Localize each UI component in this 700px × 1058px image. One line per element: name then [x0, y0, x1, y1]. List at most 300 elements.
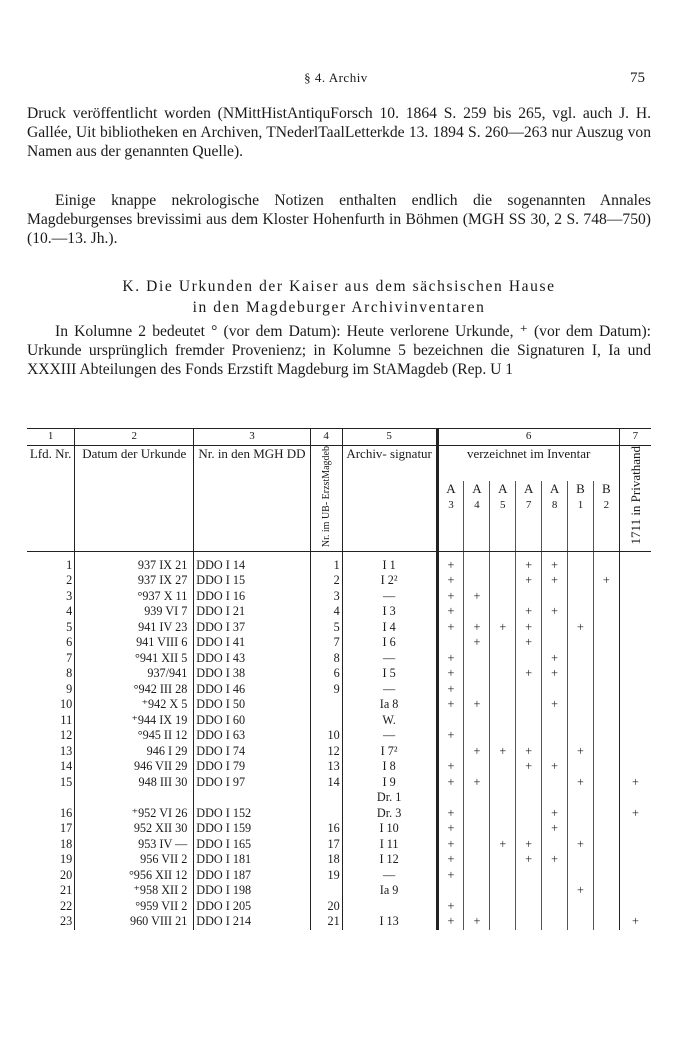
- cell-inventory-mark: [516, 914, 542, 930]
- cell-nr: 17: [27, 821, 75, 837]
- cell-datum: ⁺942 X 5: [75, 697, 194, 713]
- cell-nr: 9: [27, 682, 75, 698]
- cell-inventory-mark: +: [437, 914, 464, 930]
- cell-inventory-mark: [437, 744, 464, 760]
- cell-signatur: [342, 914, 437, 930]
- cell-inventory-mark: [593, 620, 619, 636]
- cell-datum: ⁺958 XII 2: [75, 883, 194, 899]
- signatur-text: Dr. 3: [376, 805, 402, 820]
- table-row: [27, 697, 651, 713]
- cell-privathand: [619, 852, 651, 868]
- cell-inventory-mark: [516, 728, 542, 744]
- sub-number: 8: [551, 498, 558, 511]
- cell-ub: 6: [310, 666, 342, 682]
- cell-inventory-mark: [593, 589, 619, 605]
- cell-nr: 11: [27, 713, 75, 729]
- cell-mgh: DDO I 159: [194, 821, 310, 837]
- cell-inventory-mark: +: [437, 806, 464, 822]
- sub-number: 3: [448, 498, 454, 511]
- signatur-text: I 13: [379, 914, 399, 929]
- cell-inventory-mark: [516, 713, 542, 729]
- cell-nr: 22: [27, 899, 75, 915]
- cell-datum: 941 VIII 6: [75, 635, 194, 651]
- cell-ub: [310, 713, 342, 729]
- cell-mgh: DDO I 97: [194, 775, 310, 806]
- signatur-text: I 3: [382, 604, 396, 619]
- cell-datum: 937 IX 21: [75, 551, 194, 573]
- cell-inventory-mark: [542, 837, 568, 853]
- signatur-text: Ia 9: [379, 883, 399, 898]
- cell-ub: 7: [310, 635, 342, 651]
- cell-privathand: [619, 821, 651, 837]
- table-row: [27, 589, 651, 605]
- inventory-col: [490, 481, 516, 551]
- cell-mgh: DDO I 198: [194, 883, 310, 899]
- inventory-col: [464, 481, 490, 551]
- cell-privathand: +: [631, 805, 639, 820]
- cell-signatur: [342, 651, 437, 667]
- sub-letter: A: [446, 480, 456, 496]
- cell-privathand: [619, 759, 651, 775]
- cell-inventory-mark: +: [568, 837, 594, 853]
- header-ub: [310, 445, 342, 551]
- cell-inventory-mark: [593, 899, 619, 915]
- cell-privathand: [619, 868, 651, 884]
- cell-nr: 21: [27, 883, 75, 899]
- cell-inventory-mark: [464, 883, 490, 899]
- cell-inventory-mark: +: [568, 775, 594, 806]
- cell-mgh: DDO I 74: [194, 744, 310, 760]
- cell-inventory-mark: [490, 806, 516, 822]
- table-row: [27, 744, 651, 760]
- cell-ub: 17: [310, 837, 342, 853]
- table-row: [27, 682, 651, 698]
- cell-privathand: [619, 883, 651, 899]
- signatur-text: I 1: [382, 557, 396, 572]
- cell-inventory-mark: [490, 868, 516, 884]
- cell-privathand: [619, 837, 651, 853]
- cell-mgh: DDO I 63: [194, 728, 310, 744]
- cell-inventory-mark: +: [516, 666, 542, 682]
- cell-inventory-mark: +: [464, 914, 490, 930]
- cell-mgh: DDO I 181: [194, 852, 310, 868]
- column-label-row: [27, 445, 651, 481]
- cell-privathand: [619, 666, 651, 682]
- cell-datum: 937 IX 27: [75, 573, 194, 589]
- cell-datum: 946 I 29: [75, 744, 194, 760]
- cell-inventory-mark: [593, 651, 619, 667]
- header-lfd: Lfd. Nr.: [27, 445, 75, 551]
- cell-nr: 12: [27, 728, 75, 744]
- cell-inventory-mark: [516, 651, 542, 667]
- cell-signatur: [342, 713, 437, 729]
- cell-privathand: [619, 573, 651, 589]
- cell-inventory-mark: [516, 775, 542, 806]
- cell-inventory-mark: +: [568, 620, 594, 636]
- header-mgh: Nr. in den MGH DD: [194, 445, 310, 551]
- table-row: [27, 551, 651, 573]
- table-row: [27, 620, 651, 636]
- sub-letter: B: [602, 480, 611, 496]
- cell-signatur: [342, 744, 437, 760]
- cell-inventory-mark: [593, 914, 619, 930]
- cell-signatur: [342, 666, 437, 682]
- cell-ub: 12: [310, 744, 342, 760]
- cell-ub: 2: [310, 573, 342, 589]
- cell-inventory-mark: [490, 899, 516, 915]
- cell-signatur: [342, 775, 437, 806]
- cell-inventory-mark: [593, 852, 619, 868]
- cell-inventory-mark: [490, 604, 516, 620]
- cell-inventory-mark: +: [437, 682, 464, 698]
- cell-privathand: [619, 551, 651, 573]
- cell-ub: 4: [310, 604, 342, 620]
- inventory-col: [516, 481, 542, 551]
- cell-inventory-mark: [490, 682, 516, 698]
- cell-privathand: [619, 713, 651, 729]
- cell-inventory-mark: [464, 852, 490, 868]
- table-row: [27, 635, 651, 651]
- cell-nr: 19: [27, 852, 75, 868]
- cell-inventory-mark: [490, 551, 516, 573]
- cell-datum: 948 III 30: [75, 775, 194, 806]
- signatur-text: I 4: [382, 619, 396, 634]
- cell-datum: 939 VI 7: [75, 604, 194, 620]
- cell-inventory-mark: +: [464, 775, 490, 806]
- cell-datum: °945 II 12: [75, 728, 194, 744]
- sub-letter: A: [472, 480, 482, 496]
- cell-inventory-mark: [568, 852, 594, 868]
- cell-inventory-mark: [464, 713, 490, 729]
- cell-inventory-mark: [593, 806, 619, 822]
- signatur-text: I 7²: [380, 743, 398, 758]
- cell-signatur: [342, 620, 437, 636]
- cell-inventory-mark: [593, 775, 619, 806]
- cell-inventory-mark: [516, 806, 542, 822]
- cell-mgh: DDO I 46: [194, 682, 310, 698]
- cell-inventory-mark: [516, 899, 542, 915]
- cell-inventory-mark: [437, 635, 464, 651]
- cell-inventory-mark: [464, 573, 490, 589]
- cell-inventory-mark: [568, 573, 594, 589]
- cell-inventory-mark: [464, 551, 490, 573]
- cell-inventory-mark: [568, 666, 594, 682]
- cell-datum: 937/941: [75, 666, 194, 682]
- cell-mgh: DDO I 14: [194, 551, 310, 573]
- cell-inventory-mark: [568, 868, 594, 884]
- cell-inventory-mark: +: [542, 697, 568, 713]
- cell-inventory-mark: [490, 775, 516, 806]
- table-row: [27, 573, 651, 589]
- cell-signatur: [342, 682, 437, 698]
- cell-inventory-mark: +: [542, 806, 568, 822]
- cell-inventory-mark: [437, 883, 464, 899]
- table-body: [27, 551, 651, 930]
- cell-inventory-mark: [490, 759, 516, 775]
- signatur-text: W.: [382, 712, 396, 727]
- cell-inventory-mark: [542, 775, 568, 806]
- cell-inventory-mark: [542, 868, 568, 884]
- sub-letter: A: [549, 480, 560, 496]
- cell-inventory-mark: [464, 604, 490, 620]
- cell-inventory-mark: +: [490, 620, 516, 636]
- cell-inventory-mark: [568, 589, 594, 605]
- cell-inventory-mark: [516, 682, 542, 698]
- cell-nr: 18: [27, 837, 75, 853]
- cell-datum: 956 VII 2: [75, 852, 194, 868]
- cell-inventory-mark: [568, 759, 594, 775]
- cell-inventory-mark: +: [568, 744, 594, 760]
- header-verzeichnet: verzeichnet im Inventar: [437, 445, 619, 481]
- cell-nr: 7: [27, 651, 75, 667]
- sub-letter: A: [498, 480, 508, 496]
- cell-signatur: [342, 604, 437, 620]
- cell-nr: 14: [27, 759, 75, 775]
- cell-inventory-mark: +: [464, 697, 490, 713]
- signatur-text: I 8: [382, 759, 396, 774]
- cell-inventory-mark: +: [437, 759, 464, 775]
- cell-inventory-mark: [568, 806, 594, 822]
- cell-inventory-mark: [464, 806, 490, 822]
- cell-ub: 3: [310, 589, 342, 605]
- cell-inventory-mark: +: [490, 837, 516, 853]
- cell-mgh: DDO I 187: [194, 868, 310, 884]
- col-number: 4: [310, 429, 342, 446]
- cell-inventory-mark: +: [516, 759, 542, 775]
- cell-inventory-mark: [490, 852, 516, 868]
- cell-inventory-mark: [542, 713, 568, 729]
- cell-inventory-mark: [490, 651, 516, 667]
- cell-nr: 2: [27, 573, 75, 589]
- inventory-col: [568, 481, 594, 551]
- table-row: [27, 728, 651, 744]
- cell-signatur: [342, 635, 437, 651]
- cell-inventory-mark: [542, 728, 568, 744]
- cell-signatur: [342, 852, 437, 868]
- signatur-text: —: [383, 650, 396, 665]
- cell-inventory-mark: [568, 651, 594, 667]
- cell-ub: [310, 697, 342, 713]
- cell-privathand: [619, 635, 651, 651]
- column-number-row: [27, 429, 651, 446]
- cell-signatur: [342, 883, 437, 899]
- cell-inventory-mark: +: [437, 775, 464, 806]
- cell-datum: °937 X 11: [75, 589, 194, 605]
- cell-ub: 21: [310, 914, 342, 930]
- cell-inventory-mark: +: [516, 837, 542, 853]
- cell-signatur: [342, 589, 437, 605]
- cell-inventory-mark: +: [437, 728, 464, 744]
- cell-inventory-mark: [490, 821, 516, 837]
- cell-inventory-mark: [593, 837, 619, 853]
- cell-ub: 18: [310, 852, 342, 868]
- cell-inventory-mark: +: [437, 620, 464, 636]
- cell-inventory-mark: +: [568, 883, 594, 899]
- inventory-col: [542, 481, 568, 551]
- cell-inventory-mark: +: [542, 759, 568, 775]
- cell-privathand: [619, 728, 651, 744]
- cell-inventory-mark: +: [516, 620, 542, 636]
- table-row: [27, 914, 651, 930]
- cell-nr: 13: [27, 744, 75, 760]
- cell-inventory-mark: [593, 697, 619, 713]
- cell-inventory-mark: +: [516, 635, 542, 651]
- table-row: [27, 852, 651, 868]
- col-number: 3: [194, 429, 310, 446]
- table-row: [27, 604, 651, 620]
- cell-inventory-mark: [542, 744, 568, 760]
- cell-ub: 19: [310, 868, 342, 884]
- cell-mgh: DDO I 21: [194, 604, 310, 620]
- cell-privathand: [619, 899, 651, 915]
- signatur-text: —: [383, 588, 396, 603]
- signatur-text: I 2²: [380, 573, 398, 588]
- cell-inventory-mark: [568, 713, 594, 729]
- cell-inventory-mark: [516, 883, 542, 899]
- cell-inventory-mark: [593, 713, 619, 729]
- table-row: [27, 759, 651, 775]
- cell-inventory-mark: +: [437, 852, 464, 868]
- cell-ub: 14: [310, 775, 342, 806]
- cell-datum: °956 XII 12: [75, 868, 194, 884]
- table-row: [27, 883, 651, 899]
- cell-inventory-mark: [568, 914, 594, 930]
- running-header: [27, 70, 645, 90]
- cell-inventory-mark: [542, 589, 568, 605]
- paragraph-1: Druck veröffentlicht worden (NMittHistAntiquForsch 10. 1864 S. 259 bis 265, vgl. auch J. H. Gallée, Uit bibliotheken en Archiven, TNederlTaalLetterkde 13. 1894 S. 260—263 nur Auszug von Namen aus der genannten Quelle).: [27, 105, 651, 160]
- signatur-text: I 6: [382, 635, 396, 650]
- signatur-text: I 11: [379, 836, 399, 851]
- cell-inventory-mark: [516, 589, 542, 605]
- cell-mgh: DDO I 37: [194, 620, 310, 636]
- cell-inventory-mark: +: [437, 666, 464, 682]
- cell-ub: 16: [310, 821, 342, 837]
- table-row: [27, 821, 651, 837]
- cell-inventory-mark: [593, 635, 619, 651]
- cell-inventory-mark: [542, 899, 568, 915]
- col-number: 2: [75, 429, 194, 446]
- cell-inventory-mark: [490, 728, 516, 744]
- signatur-text: Ia 8: [379, 697, 399, 712]
- cell-ub: 1: [310, 551, 342, 573]
- signatur-text: I 5: [382, 666, 396, 681]
- cell-privathand: [619, 744, 651, 760]
- cell-datum: 953 IV —: [75, 837, 194, 853]
- header-privat: [619, 445, 651, 551]
- table-row: [27, 837, 651, 853]
- col-number: 6: [437, 429, 619, 446]
- cell-mgh: DDO I 79: [194, 759, 310, 775]
- signatur-text: —: [383, 681, 396, 696]
- sub-letter: B: [576, 480, 585, 496]
- cell-privathand: [619, 697, 651, 713]
- cell-inventory-mark: [568, 604, 594, 620]
- header-datum: Datum der Urkunde: [75, 445, 194, 551]
- cell-inventory-mark: [593, 682, 619, 698]
- paragraph-2: Einige knappe nekrologische Notizen enthalten endlich die sogenannten Annales Magdeburgenses brevissimi aus dem Kloster Hohenfurth in Böhmen (MGH SS 30, 2 S. 748—750) (10.—13. Jh.).: [27, 192, 651, 247]
- cell-datum: 946 VII 29: [75, 759, 194, 775]
- cell-privathand: +: [631, 914, 639, 929]
- cell-inventory-mark: [593, 728, 619, 744]
- cell-mgh: DDO I 15: [194, 573, 310, 589]
- cell-inventory-mark: [490, 713, 516, 729]
- cell-inventory-mark: [568, 728, 594, 744]
- sub-letter: A: [523, 480, 534, 496]
- cell-inventory-mark: [437, 713, 464, 729]
- cell-inventory-mark: [593, 551, 619, 573]
- cell-inventory-mark: +: [593, 573, 619, 589]
- sub-number: 4: [474, 498, 480, 511]
- cell-mgh: DDO I 43: [194, 651, 310, 667]
- cell-inventory-mark: [593, 604, 619, 620]
- cell-privathand: [619, 651, 651, 667]
- cell-ub: 5: [310, 620, 342, 636]
- cell-inventory-mark: +: [542, 551, 568, 573]
- cell-inventory-mark: +: [516, 573, 542, 589]
- cell-inventory-mark: [464, 651, 490, 667]
- section-title: § 4. Archiv: [304, 70, 368, 85]
- cell-inventory-mark: [490, 697, 516, 713]
- cell-nr: 15: [27, 775, 75, 806]
- sub-number: 1: [577, 498, 584, 511]
- table-row: [27, 899, 651, 915]
- cell-inventory-mark: [593, 666, 619, 682]
- cell-inventory-mark: [464, 759, 490, 775]
- header-privat-text: 1711 in Privathand: [627, 445, 643, 544]
- cell-signatur: [342, 868, 437, 884]
- cell-inventory-mark: +: [542, 604, 568, 620]
- cell-signatur: [342, 573, 437, 589]
- cell-inventory-mark: +: [464, 589, 490, 605]
- cell-inventory-mark: [516, 821, 542, 837]
- cell-inventory-mark: [593, 759, 619, 775]
- table-row: [27, 775, 651, 806]
- signatur-text: —: [383, 728, 396, 743]
- cell-inventory-mark: [542, 883, 568, 899]
- header-ub-text: Nr. im UB- ErzstMagdeb: [320, 445, 332, 547]
- cell-inventory-mark: [490, 914, 516, 930]
- cell-privathand: [619, 682, 651, 698]
- cell-inventory-mark: [568, 551, 594, 573]
- cell-inventory-mark: +: [437, 551, 464, 573]
- cell-nr: 3: [27, 589, 75, 605]
- cell-signatur: [342, 899, 437, 915]
- signatur-text: I 10: [379, 821, 399, 836]
- cell-inventory-mark: [516, 868, 542, 884]
- cell-signatur: [342, 837, 437, 853]
- cell-inventory-mark: +: [437, 589, 464, 605]
- cell-inventory-mark: +: [542, 821, 568, 837]
- cell-inventory-mark: [464, 728, 490, 744]
- cell-datum: ⁺944 IX 19: [75, 713, 194, 729]
- signatur-text-2: Dr. 1: [376, 790, 402, 805]
- cell-inventory-mark: [464, 868, 490, 884]
- cell-inventory-mark: [464, 682, 490, 698]
- cell-inventory-mark: +: [516, 744, 542, 760]
- cell-nr: 8: [27, 666, 75, 682]
- cell-inventory-mark: +: [542, 651, 568, 667]
- cell-inventory-mark: +: [437, 821, 464, 837]
- cell-datum: °942 III 28: [75, 682, 194, 698]
- cell-mgh: DDO I 41: [194, 635, 310, 651]
- cell-signatur: [342, 551, 437, 573]
- cell-inventory-mark: [542, 682, 568, 698]
- cell-inventory-mark: +: [437, 604, 464, 620]
- cell-nr: 4: [27, 604, 75, 620]
- heading-line-2: in den Magdeburger Archivinventaren: [192, 299, 486, 316]
- cell-signatur: [342, 759, 437, 775]
- cell-inventory-mark: [593, 821, 619, 837]
